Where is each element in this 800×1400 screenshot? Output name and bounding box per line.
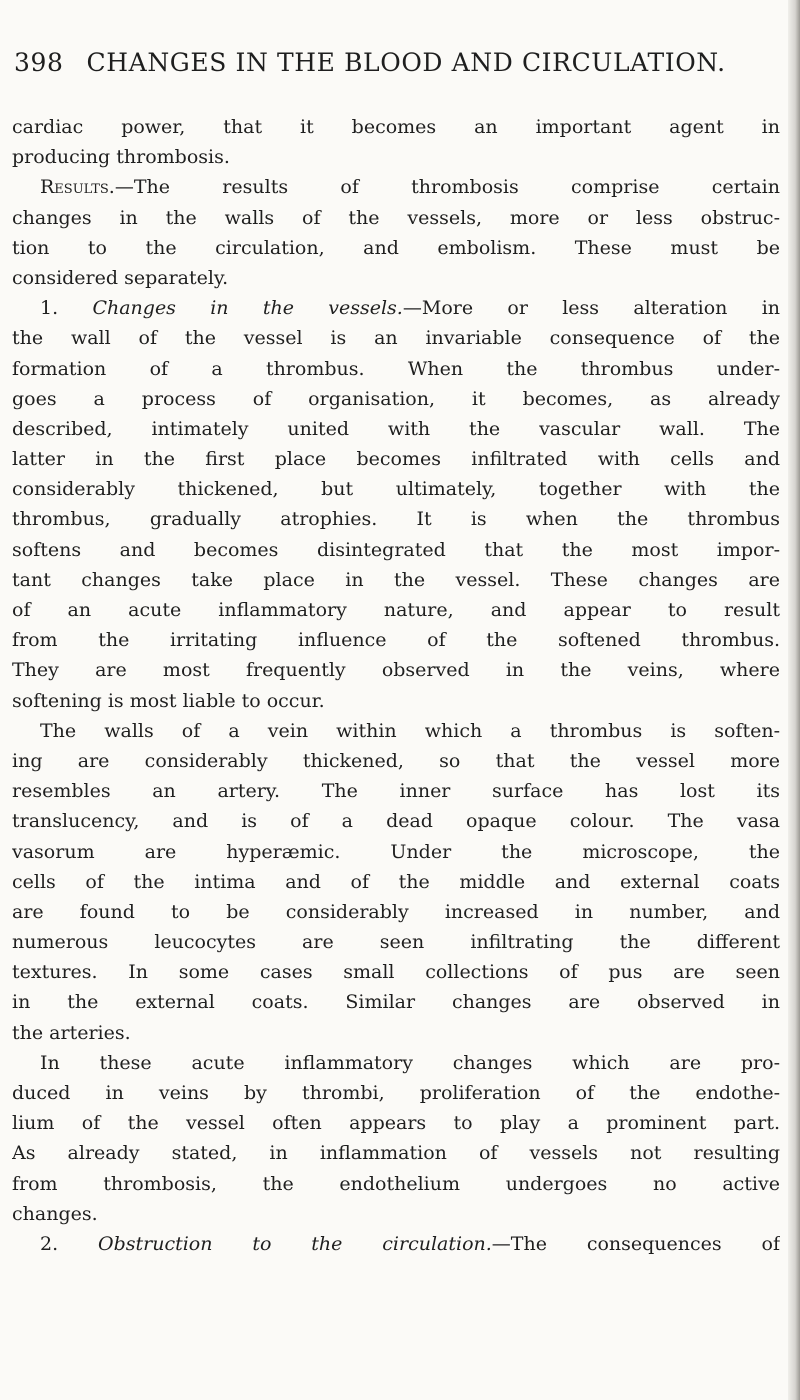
text-line: [12, 565, 780, 595]
text-line: [12, 1169, 780, 1199]
page-edge-shadow: [788, 0, 800, 1400]
line-text: duced in veins by thrombi, proliferation of the endothe-: [12, 1082, 780, 1104]
subsection-heading-italic: Obstruction to the circulation.: [98, 1232, 492, 1255]
line-text: numerous leucocytes are seen infiltrating the different: [12, 931, 780, 954]
running-title: CHANGES IN THE BLOOD AND CIRCULATION.: [86, 48, 726, 77]
text-line: [12, 474, 780, 504]
line-text: cardiac power, that it becomes an important agent in: [12, 116, 780, 138]
text-line: [12, 323, 780, 353]
line-text: goes a process of organisation, it becomes, as already: [12, 387, 780, 410]
line-text: described, intimately united with the vascular wall. The: [12, 417, 780, 440]
subsection-heading-italic: Changes in the vessels.: [92, 297, 403, 320]
body-text: [12, 112, 780, 1259]
line-text: vasorum are hyperæmic. Under the microscope, the: [12, 840, 780, 863]
text-line: [12, 293, 780, 323]
line-text: —The results of thrombosis comprise certain: [114, 176, 780, 199]
line-text: The walls of a vein within which a thrombus is soften-: [40, 719, 780, 742]
line-text: changes in the walls of the vessels, more or less obstruc-: [12, 206, 780, 229]
line-text: In these acute inflammatory changes which are pro-: [40, 1051, 780, 1074]
line-text: latter in the first place becomes infiltrated with cells and: [12, 448, 780, 471]
line-text: from the irritating influence of the softened thrombus.: [12, 629, 780, 652]
text-line: [12, 233, 780, 263]
text-line: [12, 867, 780, 897]
line-text: As already stated, in inflammation of vessels not resulting: [12, 1142, 780, 1165]
list-number: 2.: [40, 1232, 98, 1255]
line-text: softening is most liable to occur.: [12, 689, 325, 712]
text-line: [12, 987, 780, 1017]
text-line: [12, 1229, 780, 1259]
text-line: [12, 263, 780, 293]
text-line: [12, 776, 780, 806]
text-line: [12, 1108, 780, 1138]
line-text: cells of the intima and of the middle and external coats: [12, 870, 780, 893]
line-text: lium of the vessel often appears to play a prominent part.: [12, 1112, 780, 1135]
line-text: thrombus, gradually atrophies. It is when the thrombus: [12, 508, 780, 531]
text-line: [12, 1199, 780, 1229]
line-text: the arteries.: [12, 1021, 131, 1044]
text-line: [12, 1018, 780, 1048]
text-line: [12, 746, 780, 776]
line-text: producing thrombosis.: [12, 146, 230, 169]
section-lead-small-caps: Results.: [40, 176, 115, 199]
line-text: the wall of the vessel is an invariable consequence of the: [12, 327, 780, 350]
line-text: considered separately.: [12, 266, 229, 289]
line-text: tion to the circulation, and embolism. These must be: [12, 236, 780, 259]
text-line: [12, 142, 780, 172]
text-line: [12, 1078, 780, 1108]
line-text: changes.: [12, 1202, 98, 1225]
text-line: [12, 354, 780, 384]
text-line: [12, 927, 780, 957]
page-number: 398: [14, 48, 64, 77]
text-line: [12, 414, 780, 444]
text-line: [12, 625, 780, 655]
line-text: softens and becomes disintegrated that the most impor-: [12, 538, 780, 561]
text-line: [12, 837, 780, 867]
text-line: [12, 112, 780, 142]
line-text: are found to be considerably increased in number, and: [12, 900, 780, 923]
line-text: ing are considerably thickened, so that the vessel more: [12, 749, 780, 772]
line-text: They are most frequently observed in the veins, where: [12, 659, 780, 682]
text-line: [12, 1048, 780, 1078]
text-line: [12, 444, 780, 474]
line-text: considerably thickened, but ultimately, together with the: [12, 478, 780, 501]
text-line: [12, 686, 780, 716]
text-line: [12, 957, 780, 987]
line-text: —More or less alteration in: [402, 297, 780, 320]
line-text: translucency, and is of a dead opaque colour. The vasa: [12, 810, 780, 833]
text-line: [12, 655, 780, 685]
line-text: formation of a thrombus. When the thrombus under-: [12, 357, 780, 380]
list-number: 1.: [40, 297, 93, 320]
line-text: tant changes take place in the vessel. These changes are: [12, 568, 780, 591]
line-text: from thrombosis, the endothelium undergoes no active: [12, 1172, 780, 1195]
text-line: [12, 806, 780, 836]
text-line: [12, 504, 780, 534]
text-line: [12, 897, 780, 927]
page-header: [14, 48, 774, 77]
text-line: [12, 384, 780, 414]
text-line: [12, 203, 780, 233]
line-text: in the external coats. Similar changes are observed in: [12, 991, 780, 1014]
line-text: textures. In some cases small collections of pus are seen: [12, 961, 780, 984]
text-line: [12, 172, 780, 202]
text-line: [12, 716, 780, 746]
text-line: [12, 1138, 780, 1168]
line-text: resembles an artery. The inner surface has lost its: [12, 780, 780, 803]
text-line: [12, 535, 780, 565]
line-text: —The consequences of: [491, 1232, 780, 1255]
text-line: [12, 595, 780, 625]
line-text: of an acute inflammatory nature, and appear to result: [12, 599, 780, 621]
